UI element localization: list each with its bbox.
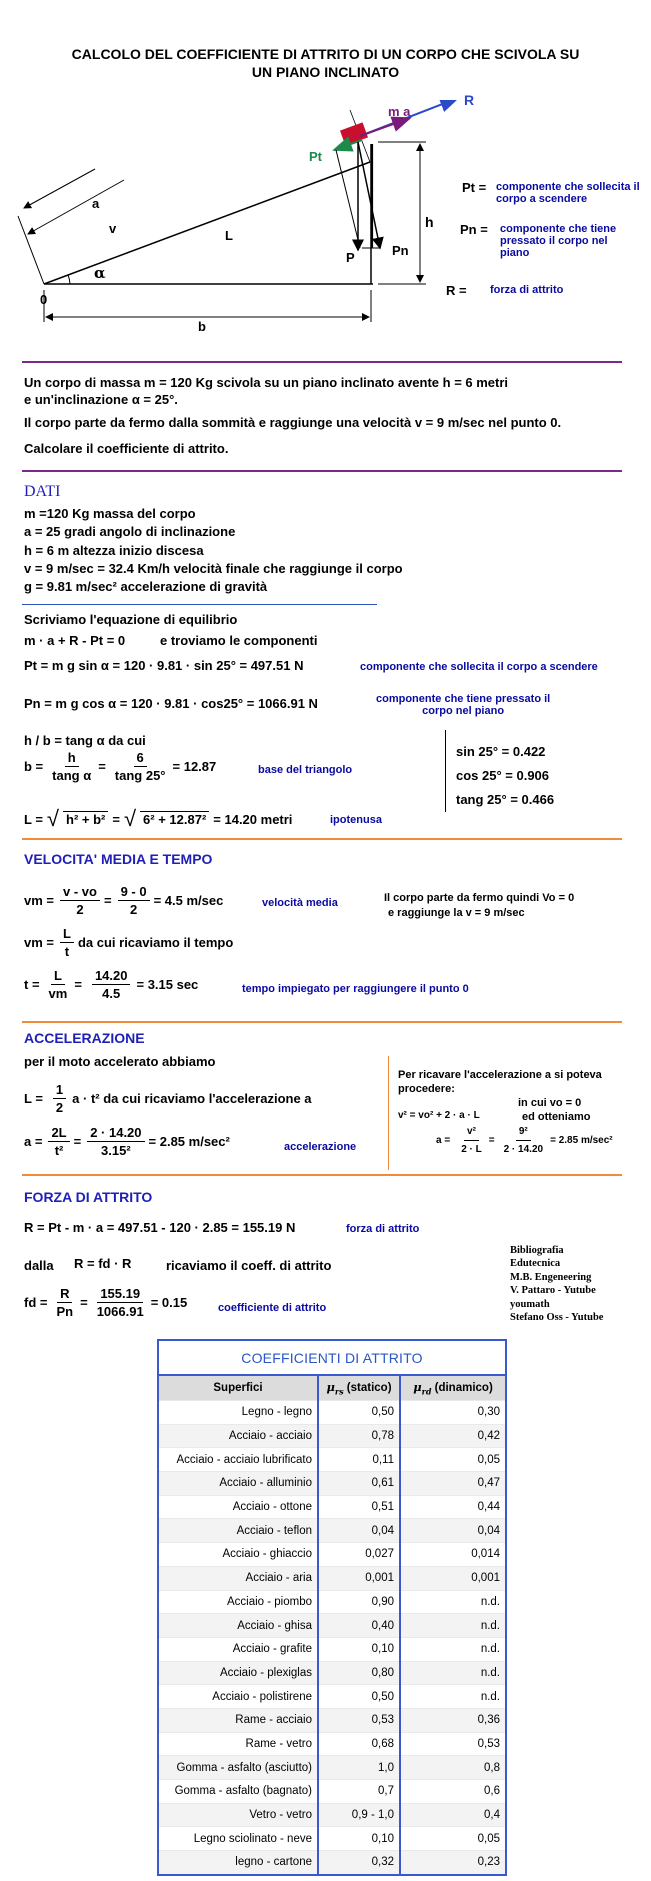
t-frac-1-den: vm [48,986,68,1001]
equilibrio-intro: Scriviamo l'equazione di equilibrio [24,612,238,627]
cell-dynamic: 0,8 [400,1756,505,1780]
biblio-item-2: M.B. Engeneering [510,1271,592,1283]
cell-static: 0,7 [318,1780,400,1804]
t-lhs: t = [24,977,40,992]
accel-alt-note [518,1096,590,1124]
vm2-frac-num: L [60,926,74,943]
b-frac-2-den: tang 25° [114,768,166,783]
trig-cos: cos 25° = 0.906 [456,768,550,783]
accel-l-frac-den: 2 [55,1100,64,1115]
cell-dynamic: 0,36 [400,1708,505,1732]
accel-alt-result: = 2.85 m/sec² [550,1135,613,1146]
cell-dynamic: 0,001 [400,1566,505,1590]
velocita-heading: VELOCITA' MEDIA E TEMPO [24,851,213,867]
dati-list [24,505,403,596]
l-result: = 14.20 metri [213,811,293,827]
cell-surface: legno - cartone [159,1851,318,1874]
problem-statement [24,374,561,457]
accel-alt-1: Per ricavare l'accelerazione a si poteva [398,1069,602,1081]
velocita-side-2: e raggiunge la v = 9 m/sec [388,907,525,919]
legend-pn-desc-1: componente che tiene [500,223,617,235]
b-frac-1-num: h [65,750,79,767]
b-frac-2-num: 6 [134,750,147,767]
accel-a-equation: a = $\frac{2L}{\text{t²}}$ = $\frac{2 \cdot 14.20}{\text{3.15²}}$ = 2.85 m/sec² [24,1125,230,1158]
t-frac-2 [92,968,131,1001]
b-lhs: b = [24,759,44,774]
cell-surface: Rame - vetro [159,1732,318,1756]
t-result: = 3.15 sec [136,977,199,992]
label-b: b [198,319,206,334]
cell-static: 0,78 [318,1424,400,1448]
label-0: 0 [40,292,48,307]
accel-a-note: accelerazione [284,1141,357,1153]
cell-dynamic: n.d. [400,1685,505,1709]
cell-dynamic: 0,30 [400,1401,505,1425]
trig-sin: sin 25° = 0.422 [456,744,546,759]
vm-frac-1-den: 2 [76,902,84,917]
pt-equation: Pt = m g sin α = 120 · 9.81 · sin 25° = 497.51 N [24,658,304,673]
cell-dynamic: 0,47 [400,1472,505,1496]
cell-surface: Acciaio - piombo [159,1590,318,1614]
b-note: base del triangolo [258,764,353,776]
accel-alt-a-equation: a = $\frac{\text{v²}}{2 \cdot L}$ = $\frac{\text{9²}}{2 \cdot 14.20}$ = 2.85 m/sec² [436,1126,613,1155]
cell-static: 0,9 - 1,0 [318,1803,400,1827]
biblio-item-5: Stefano Oss - Yutube [510,1312,604,1324]
fd-result: = 0.15 [150,1295,188,1310]
accel-a-frac-2-num: 2 · 14.20 [87,1125,144,1142]
accel-l-equation [24,1082,316,1115]
t-frac-1-num: L [51,968,65,985]
legend-pt-key: Pt = [462,180,487,195]
vm2-note: da cui ricaviamo il tempo [77,935,234,950]
t-frac-2-den: 4.5 [102,986,121,1001]
accel-alt-frac-1 [458,1124,485,1157]
table-row [159,1495,505,1519]
vm2-lhs: vm = [24,935,54,950]
accel-l-tail: a · t² da cui ricaviamo l'accelerazione a [72,1091,312,1106]
fd-note: coefficiente di attrito [218,1302,327,1314]
accel-a-frac-2-den: 3.15² [101,1143,131,1158]
table-row [159,1637,505,1661]
table-row [159,1448,505,1472]
cell-surface: Acciaio - ottone [159,1495,318,1519]
vm-frac-2-num: 9 - 0 [118,884,150,901]
accel-a-frac-1-num: 2L [48,1125,69,1142]
b-frac-1-den: tang α [52,768,92,783]
table-row [159,1401,505,1425]
cell-static: 0,80 [318,1661,400,1685]
cell-surface: Acciaio - acciaio lubrificato [159,1448,318,1472]
l-root-2: 6² + 12.87² [140,811,209,827]
table-row [159,1590,505,1614]
cell-dynamic: 0,05 [400,1827,505,1851]
vm-frac-2 [118,884,150,917]
legend-r-key: R = [446,283,467,298]
cell-surface: Acciaio - plexiglas [159,1661,318,1685]
table-row [159,1614,505,1638]
label-v: v [109,221,117,236]
table-row [159,1756,505,1780]
friction-table [157,1339,507,1876]
label-r: R [464,92,475,108]
table-row [159,1851,505,1874]
divider-4 [22,1021,622,1023]
cell-static: 0,11 [318,1448,400,1472]
cell-static: 0,51 [318,1495,400,1519]
attrito-heading: FORZA DI ATTRITO [24,1189,153,1205]
accel-alt-frac-2 [501,1124,546,1157]
cell-surface: Legno - legno [159,1401,318,1425]
pn-arrow [358,142,380,248]
problem-line-4: Calcolare il coefficiente di attrito. [24,441,229,456]
cell-surface: Acciaio - acciaio [159,1424,318,1448]
table-row [159,1708,505,1732]
divider-dati [22,604,377,605]
cell-static: 0,50 [318,1685,400,1709]
cell-static: 0,32 [318,1851,400,1874]
cell-surface: Vetro - vetro [159,1803,318,1827]
col-dynamic: $\mu_{rd}$ (dinamico) [400,1376,505,1401]
col-static: $\mu_{rs}$ (statico) [318,1376,400,1401]
cell-dynamic: 0,44 [400,1495,505,1519]
cell-static: 0,027 [318,1543,400,1567]
divider-5 [22,1174,622,1176]
l-lhs: L = [24,811,43,827]
biblio-item-3: V. Pattaro - Yutube [510,1285,596,1297]
cell-surface: Acciaio - grafite [159,1637,318,1661]
vm-frac-1 [60,884,100,917]
cell-static: 0,04 [318,1519,400,1543]
fd-frac-2-den: 1066.91 [96,1304,144,1319]
accel-a-frac-1 [48,1125,69,1158]
cell-static: 1,0 [318,1756,400,1780]
title-line-1: CALCOLO DEL COEFFICIENTE DI ATTRITO DI UN CORPO CHE SCIVOLA SU [71,46,580,62]
legend-r-desc: forza di attrito [490,284,564,296]
cell-static: 0,68 [318,1732,400,1756]
r-equation: R = Pt - m · a = 497.51 - 120 · 2.85 = 155.19 N [24,1220,296,1235]
legend-pt-desc-1: componente che sollecita il [496,181,640,193]
fd-lhs: fd = [24,1295,48,1310]
accel-a-result: = 2.85 m/sec² [148,1134,230,1149]
vm-result: = 4.5 m/sec [153,893,224,908]
cell-dynamic: n.d. [400,1637,505,1661]
friction-table-grid [159,1376,505,1874]
table-row [159,1472,505,1496]
legend-pn-desc-2: pressato il corpo nel [500,235,608,247]
dalla-label: dalla [24,1258,54,1273]
label-l: L [225,228,233,243]
cell-dynamic: 0,05 [400,1448,505,1472]
equilibrio-eq: m · a + R - Pt = 0 [24,633,126,648]
dati-heading: DATI [24,483,61,500]
accel-alt-ott: ed otteniamo [522,1111,591,1123]
l-equation: L = √ h² + b² = √ 6² + 12.87² = 14.20 metri [24,806,293,831]
t-note: tempo impiegato per raggiungere il punto 0 [242,983,469,995]
table-row [159,1661,505,1685]
cell-dynamic: 0,014 [400,1543,505,1567]
l-note: ipotenusa [330,814,382,826]
accel-a-frac-1-den: t² [54,1143,64,1158]
cell-static: 0,10 [318,1827,400,1851]
fd-frac-1 [53,1286,76,1319]
tang-relation: h / b = tang α da cui [24,733,146,748]
problem-line-1: Un corpo di massa m = 120 Kg scivola su un piano inclinato avente h = 6 metri [24,375,509,390]
accel-a-lhs: a = [24,1134,43,1149]
divider-2 [22,470,622,472]
table-row [159,1827,505,1851]
cell-surface: Acciaio - ghiaccio [159,1543,318,1567]
table-row [159,1566,505,1590]
table-header-row [159,1376,505,1401]
vm-note: velocità media [262,897,338,909]
page-title [0,46,651,80]
trig-values [456,740,554,812]
fd-frac-1-den: Pn [56,1304,74,1319]
legend-pn [460,222,645,259]
t-frac-2-num: 14.20 [92,968,131,985]
dati-item-m: m =120 Kg massa del corpo [24,506,196,521]
cell-surface: Legno sciolinato - neve [159,1827,318,1851]
b-result: = 12.87 [172,759,217,774]
col-surface: Superfici [159,1376,318,1401]
cell-surface: Gomma - asfalto (bagnato) [159,1780,318,1804]
accel-alt-frac-2-num: 9² [516,1124,531,1141]
vm2-frac-den: t [64,944,70,959]
accel-alt-frac-1-num: v² [464,1124,479,1141]
pn-note-1: componente che tiene pressato il [376,693,551,705]
dalla-tail: ricaviamo il coeff. di attrito [166,1258,332,1273]
pn-equation: Pn = m g cos α = 120 · 9.81 · cos25° = 1066.91 N [24,696,318,711]
cell-dynamic: 0,4 [400,1803,505,1827]
table-row [159,1424,505,1448]
cell-surface: Acciaio - polistirene [159,1685,318,1709]
table-caption: COEFFICIENTI DI ATTRITO [159,1341,505,1376]
accel-alt-2: procedere: [398,1083,455,1095]
accel-alt-lhs: a = [436,1135,451,1146]
cell-static: 0,61 [318,1472,400,1496]
cell-surface: Rame - acciaio [159,1708,318,1732]
cell-dynamic: n.d. [400,1661,505,1685]
vm2-frac [60,926,74,959]
accel-alt-incui: in cui vo = 0 [518,1097,582,1109]
cell-dynamic: 0,42 [400,1424,505,1448]
cell-dynamic: n.d. [400,1590,505,1614]
vm-frac-1-num: v - vo [60,884,100,901]
equilibrio-eq-note: e troviamo le componenti [160,633,318,648]
problem-line-2: e un'inclinazione α = 25°. [24,392,178,407]
accelerazione-intro: per il moto accelerato abbiamo [24,1054,216,1069]
cell-static: 0,50 [318,1401,400,1425]
fd-frac-2 [94,1286,147,1319]
label-h: h [425,214,434,230]
legend-pn-key: Pn = [460,222,488,237]
velocita-side-note [384,891,574,921]
cell-static: 0,90 [318,1590,400,1614]
legend-pn-desc-3: piano [500,247,530,259]
accel-l-frac-num: 1 [53,1082,66,1099]
title-line-2: UN PIANO INCLINATO [251,64,400,80]
trig-tang: tang 25° = 0.466 [456,792,555,807]
label-a: a [92,196,100,211]
cell-surface: Acciaio - teflon [159,1519,318,1543]
b-frac-2 [112,750,169,783]
pt-note: componente che sollecita il corpo a scendere [360,661,598,673]
b-equation: b = $\frac{h}{\text{tang α}}$ = $\frac{6}{\tan g 25^\circ}$ = 12.87 [24,750,217,783]
legend-r [446,283,563,298]
table-row [159,1685,505,1709]
cell-dynamic: 0,53 [400,1732,505,1756]
biblio-item-4: youmath [510,1298,550,1310]
accel-separator [388,1056,389,1170]
cell-static: 0,53 [318,1708,400,1732]
accel-alt-eq: v² = vo² + 2 · a · L [398,1110,480,1121]
b-frac-1 [49,750,94,783]
fd-frac-1-num: R [57,1286,72,1303]
cell-surface: Acciaio - alluminio [159,1472,318,1496]
legend-pt [462,180,647,205]
trig-separator [445,730,446,812]
problem-line-3: Il corpo parte da fermo dalla sommità e raggiunge una velocità v = 9 m/sec nel punto 0. [24,415,562,430]
legend-pt-desc-2: corpo a scendere [496,193,588,205]
cell-static: 0,10 [318,1637,400,1661]
pn-note [376,693,550,717]
vm-equation: vm = $\frac{v - vo}{2}$ = $\frac{9 - 0}{2}$ = 4.5 m/sec [24,884,224,917]
accel-l-lhs: L = [24,1091,43,1106]
table-row [159,1732,505,1756]
fd-frac-2-num: 155.19 [97,1286,143,1303]
cell-dynamic: 0,04 [400,1519,505,1543]
friction-table-body [159,1401,505,1874]
accel-alt-frac-1-den: 2 · L [461,1144,482,1155]
cell-dynamic: n.d. [400,1614,505,1638]
l-root-1: h² + b² [63,811,108,827]
label-pt: Pt [309,149,322,164]
cell-static: 0,40 [318,1614,400,1638]
fd-equation: fd = $\frac{R}{Pn}$ = $\frac{155.19}{1066.91}$ = 0.15 [24,1286,188,1319]
label-ma: m a [388,104,411,119]
velocita-side-1: Il corpo parte da fermo quindi Vo = 0 [384,892,575,904]
biblio-item-1: Edutecnica [510,1258,561,1270]
cell-surface: Acciaio - aria [159,1566,318,1590]
dalla-equation: R = fd · R [74,1256,132,1271]
label-alpha: α [94,264,106,282]
divider-3 [22,838,622,840]
dati-item-v: v = 9 m/sec = 32.4 Km/h velocità finale che raggiunge il corpo [24,560,403,576]
dati-item-a: a = 25 gradi angolo di inclinazione [24,524,236,540]
bibliografia [510,1244,603,1324]
cell-surface: Gomma - asfalto (asciutto) [159,1756,318,1780]
table-row [159,1543,505,1567]
label-p: P [346,250,355,265]
vm2-equation [24,926,237,959]
pn-note-2: corpo nel piano [422,705,505,717]
incline-hypotenuse [44,162,370,284]
cell-dynamic: 0,6 [400,1780,505,1804]
ma-arrow [360,118,410,136]
r-note: forza di attrito [346,1223,420,1235]
cell-static: 0,001 [318,1566,400,1590]
dati-item-h: h = 6 m altezza inizio discesa [24,542,204,558]
accel-alt-intro [398,1068,602,1096]
dati-item-g: g = 9.81 m/sec² accelerazione di gravità [24,579,268,595]
vm-lhs: vm = [24,893,54,908]
t-equation: t = $\frac{L}{vm}$ = $\frac{14.20}{4.5}$ = 3.15 sec [24,968,199,1001]
table-row [159,1780,505,1804]
accel-l-frac [53,1082,66,1115]
t-frac-1 [46,968,71,1001]
table-row [159,1519,505,1543]
label-pn: Pn [392,243,409,258]
cell-dynamic: 0,23 [400,1851,505,1874]
vm-frac-2-den: 2 [129,902,138,917]
cell-surface: Acciaio - ghisa [159,1614,318,1638]
divider-1 [22,361,622,363]
accelerazione-heading: ACCELERAZIONE [24,1030,145,1046]
table-row [159,1803,505,1827]
biblio-heading: Bibliografia [510,1245,564,1256]
accel-a-frac-2 [87,1125,144,1158]
accel-alt-frac-2-den: 2 · 14.20 [503,1144,544,1155]
